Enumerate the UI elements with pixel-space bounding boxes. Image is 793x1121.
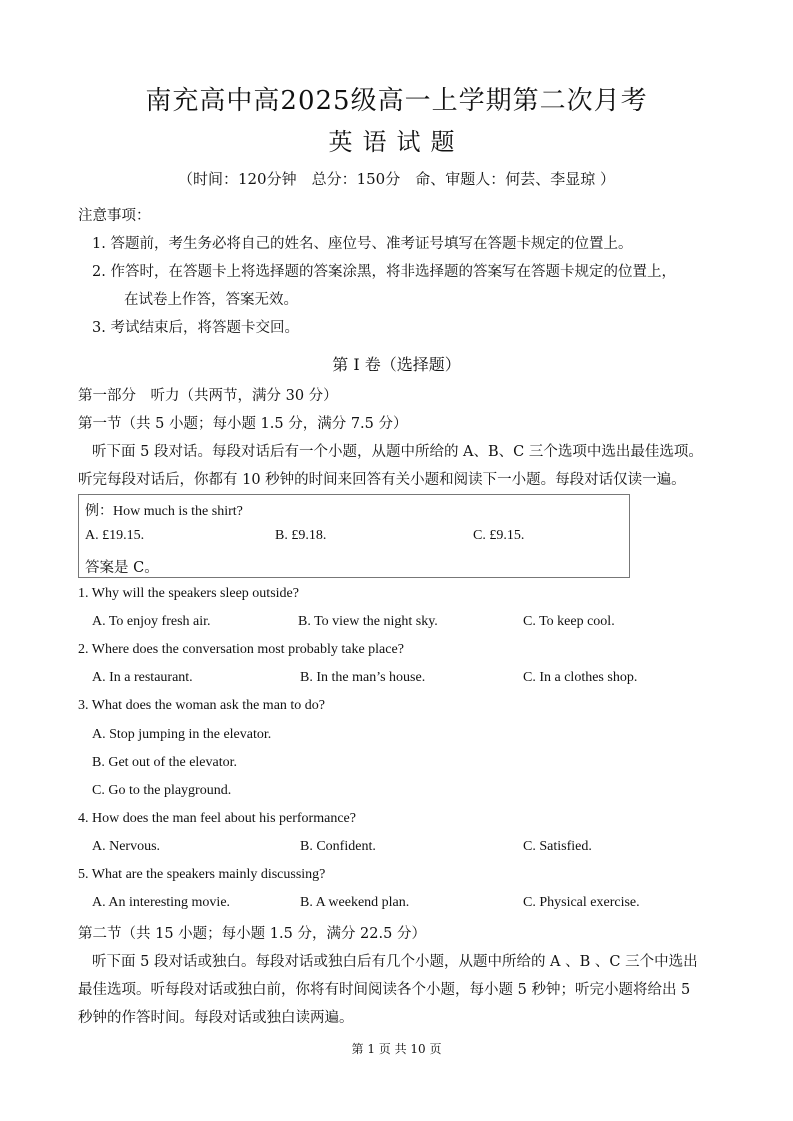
question-3-option-b: B. Get out of the elevator.: [92, 755, 238, 770]
section1-instructions-line1: 听下面 5 段对话。每段对话后有一个小题，从题中所给的 A、B、C 三个选项中选出最佳选项。: [92, 444, 703, 460]
question-2-option-b: B. In the man’s house.: [300, 670, 426, 685]
question-4-option-a: A. Nervous.: [92, 839, 161, 854]
question-1-option-a: A. To enjoy fresh air.: [92, 614, 211, 629]
section1-title: 第一节（共 5 小题；每小题 1.5 分，满分 7.5 分）: [78, 416, 408, 432]
example-answer: 答案是 C。: [85, 560, 159, 576]
section2-instructions-line1: 听下面 5 段对话或独白。每段对话或独白后有几个小题，从题中所给的 A 、B 、C 三个中选出: [92, 954, 698, 970]
note-item-2: 2. 作答时，在答题卡上将选择题的答案涂黑，将非选择题的答案写在答题卡规定的位置上，: [92, 264, 676, 280]
question-1-option-b: B. To view the night sky.: [298, 614, 438, 629]
question-4: 4. How does the man feel about his performance?: [78, 811, 356, 826]
question-1-option-c: C. To keep cool.: [523, 614, 615, 629]
question-4-option-c: C. Satisfied.: [523, 839, 592, 854]
question-5-option-c: C. Physical exercise.: [523, 895, 640, 910]
notes-heading: 注意事项：: [78, 208, 151, 224]
note-item-2-cont: 在试卷上作答，答案无效。: [124, 292, 298, 308]
example-option-b: B. £9.18.: [275, 528, 327, 543]
section2-instructions-line2: 最佳选项。听每段对话或独白前，你将有时间阅读各个小题，每小题 5 秒钟；听完小题将给出 5: [78, 982, 691, 998]
exam-info: （时间：120分钟 总分：150分 命、审题人：何芸、李显琼 ）: [177, 170, 616, 188]
question-5-option-b: B. A weekend plan.: [300, 895, 410, 910]
note-item-3: 3. 考试结束后，将答题卡交回。: [92, 320, 299, 336]
section2-title: 第二节（共 15 小题；每小题 1.5 分，满分 22.5 分）: [78, 926, 426, 942]
page-footer: 第 1 页 共 10 页: [351, 1042, 442, 1056]
exam-title: 南充高中高2025级高一上学期第二次月考: [145, 86, 648, 116]
example-question: 例：How much is the shirt?: [85, 504, 243, 519]
exam-subtitle: 英语试题: [328, 128, 465, 156]
question-1: 1. Why will the speakers sleep outside?: [78, 586, 299, 601]
question-2-option-c: C. In a clothes shop.: [523, 670, 638, 685]
note-item-1: 1. 答题前，考生务必将自己的姓名、座位号、准考证号填写在答题卡规定的位置上。: [92, 236, 633, 252]
question-5: 5. What are the speakers mainly discussing?: [78, 867, 326, 882]
question-4-option-b: B. Confident.: [300, 839, 376, 854]
question-2-option-a: A. In a restaurant.: [92, 670, 193, 685]
example-option-c: C. £9.15.: [473, 528, 525, 543]
section2-instructions-line3: 秒钟的作答时间。每段对话或独白读两遍。: [78, 1010, 354, 1026]
example-option-a: A. £19.15.: [85, 528, 145, 543]
section1-instructions-line2: 听完每段对话后，你都有 10 秒钟的时间来回答有关小题和阅读下一小题。每段对话仅读一遍。: [78, 472, 686, 488]
question-2: 2. Where does the conversation most probably take place?: [78, 642, 404, 657]
question-5-option-a: A. An interesting movie.: [92, 895, 231, 910]
part1-title: 第一部分 听力（共两节，满分 30 分）: [78, 388, 338, 404]
volume-title: 第 I 卷（选择题）: [332, 355, 461, 374]
question-3-option-a: A. Stop jumping in the elevator.: [92, 727, 272, 742]
question-3: 3. What does the woman ask the man to do?: [78, 698, 326, 713]
question-3-option-c: C. Go to the playground.: [92, 783, 232, 798]
